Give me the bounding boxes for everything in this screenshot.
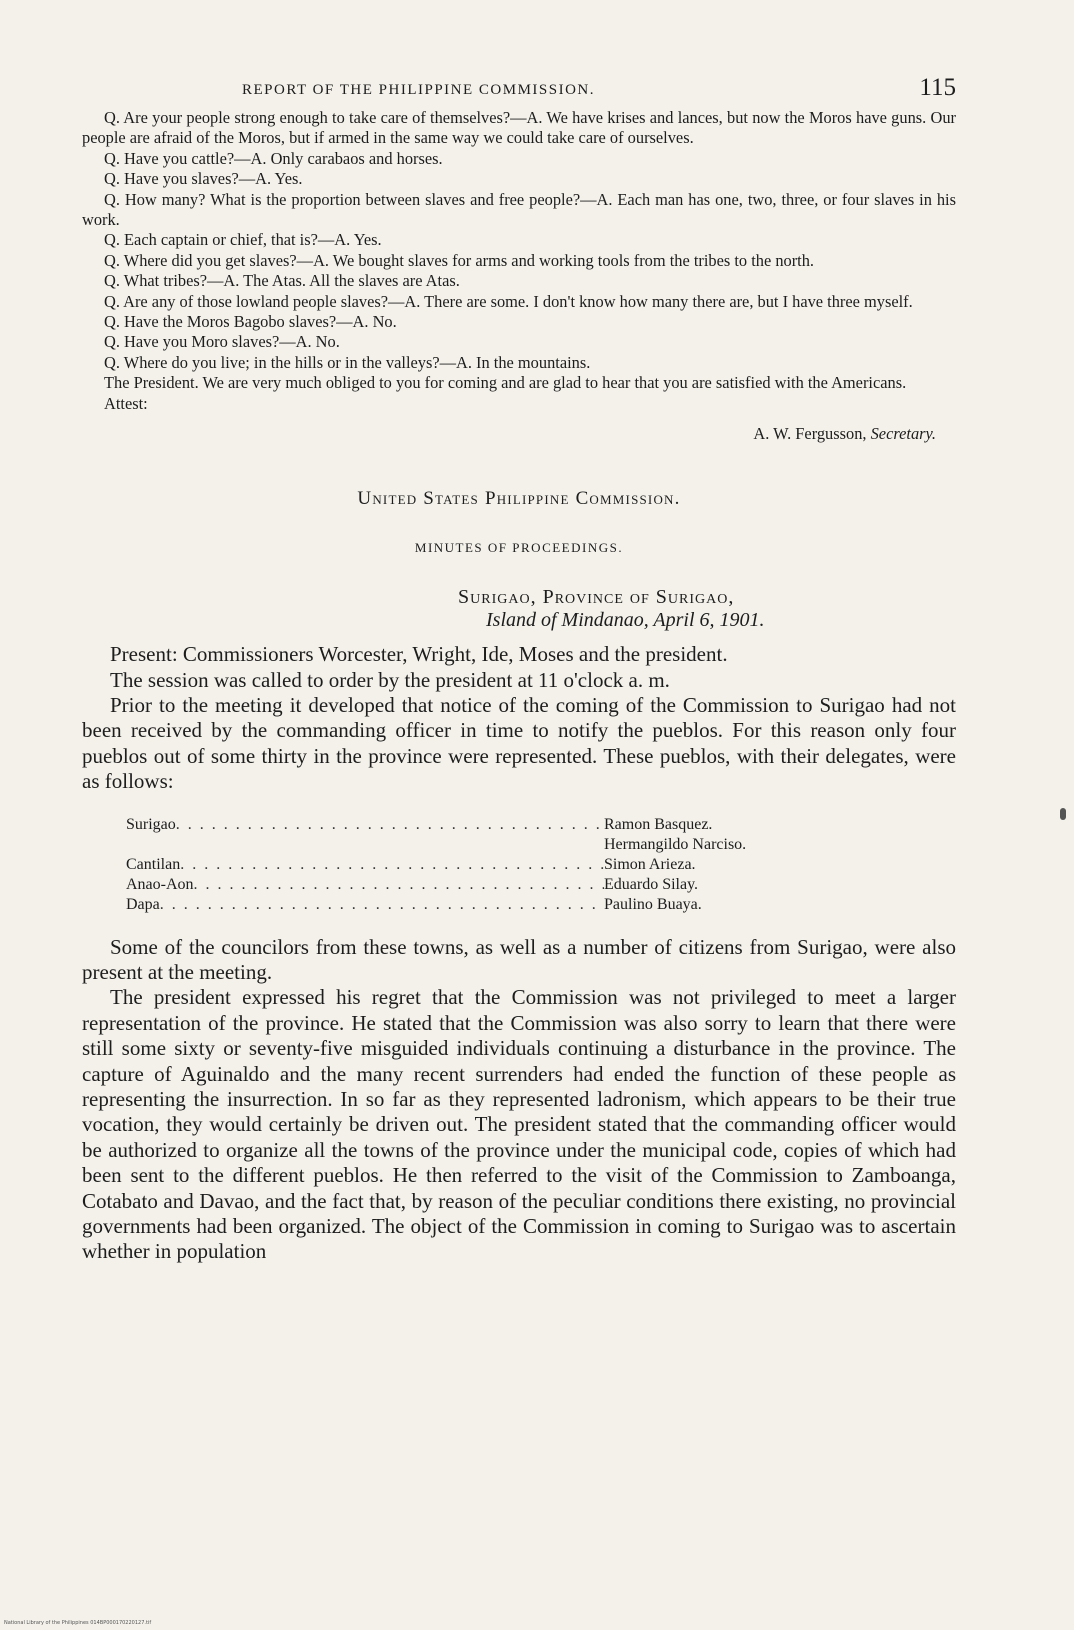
- delegate-name: Paulino Buaya.: [604, 895, 702, 913]
- dateline: [458, 586, 956, 632]
- delegate-town: Anao-Aon: [126, 875, 194, 893]
- running-head: [82, 74, 956, 108]
- scan-edge-mark: [1060, 808, 1066, 820]
- qa-paragraph: Q. Are your people strong enough to take care of themselves?—A. We have krises and lances, but now the Moros have guns. Our people are afraid of the Moros, but if armed in the same way we could take care of ourselves.: [82, 108, 956, 148]
- qa-paragraph: Q. Have the Moros Bagobo slaves?—A. No.: [104, 312, 397, 332]
- body-paragraph: Present: Commissioners Worcester, Wright, Ide, Moses and the president.: [110, 642, 728, 667]
- dateline-island-date: Island of Mindanao, April 6, 1901.: [486, 609, 765, 632]
- delegate-town: Cantilan: [126, 855, 181, 873]
- delegate-row: [126, 855, 836, 875]
- delegate-name: Ramon Basquez.: [604, 815, 713, 833]
- delegate-town: Dapa: [126, 895, 160, 913]
- delegate-row: [126, 875, 836, 895]
- signature-name: A. W. Fergusson,: [753, 424, 867, 444]
- leader-dots: [160, 895, 604, 915]
- signature: [82, 424, 936, 444]
- qa-paragraph: Q. Where do you live; in the hills or in the valleys?—A. In the mountains.: [104, 352, 591, 372]
- body-paragraph: The president expressed his regret that the Commission was not privileged to meet a larger representation of the province. He stated that the Commission was also sorry to learn that there were still some sixty or seventy-five misguided individuals continuing a disturbance in the province. The capture of Aguinaldo and the many recent surrenders had ended the function of these people as representing the insurrection. In so far as they represented ladronism, which appears to be their true vocation, they would certainly be driven out. The president stated that the commanding officer would be authorized to organize all the towns of the province under the municipal code, copies of which had been sent to the different pueblos. He then referred to the visit of the Commission to Zamboanga, Cotabato and Davao, and the fact that, by reason of the peculiar conditions there existing, no provincial governments had been organized. The object of the Commission in coming to Surigao was to ascertain whether in population: [82, 985, 956, 1264]
- signature-role: Secretary.: [870, 424, 936, 444]
- qa-paragraph: Q. Have you slaves?—A. Yes.: [104, 169, 303, 189]
- page-number: 115: [919, 74, 956, 101]
- qa-paragraph: Q. How many? What is the proportion between slaves and free people?—A. Each man has one, two, three, or four slaves in his work.: [82, 189, 956, 230]
- qa-paragraph: Q. Have you Moro slaves?—A. No.: [104, 332, 340, 352]
- qa-paragraph: Q. What tribes?—A. The Atas. All the slaves are Atas.: [104, 271, 460, 291]
- delegate-row: [126, 815, 836, 855]
- body-paragraph: Some of the councilors from these towns, as well as a number of citizens from Surigao, were also present at the meeting.: [82, 934, 956, 984]
- running-title: REPORT OF THE PHILIPPINE COMMISSION.: [242, 82, 596, 98]
- delegate-names: [604, 875, 836, 895]
- delegate-names: [604, 815, 836, 855]
- delegate-names: [604, 855, 836, 875]
- delegates-list: [126, 815, 836, 915]
- leader-dots: [194, 875, 604, 895]
- qa-section: [82, 108, 956, 394]
- document-page: [82, 74, 956, 1265]
- qa-paragraph: Q. Each captain or chief, that is?—A. Yes.: [104, 230, 382, 250]
- delegate-row: [126, 895, 836, 915]
- qa-paragraph: Q. Have you cattle?—A. Only carabaos and horses.: [104, 148, 443, 168]
- leader-dots: [180, 855, 604, 875]
- minutes-body: [82, 642, 956, 794]
- scan-footer: National Library of the Philippines 014BP000170220127.tif: [4, 1620, 152, 1626]
- attest-label: Attest:: [104, 393, 148, 413]
- dateline-place: Surigao, Province of Surigao,: [458, 586, 735, 609]
- leader-dots: [176, 815, 604, 855]
- body-paragraph: Prior to the meeting it developed that notice of the coming of the Commission to Surigao had not been received by the commanding officer in time to notify the pueblos. For this reason only four pueblos out of some thirty in the province were represented. These pueblos, with their delegates, were as follows:: [82, 692, 956, 794]
- delegate-name: Simon Arieza.: [604, 855, 696, 873]
- delegate-names: [604, 895, 836, 915]
- delegate-town: Surigao: [126, 815, 176, 833]
- delegate-name: Hermangildo Narciso.: [604, 835, 747, 853]
- qa-paragraph: The President. We are very much obliged to you for coming and are glad to hear that you are satisfied with the Americans.: [104, 373, 907, 393]
- section-subtitle: MINUTES OF PROCEEDINGS.: [414, 540, 624, 556]
- qa-paragraph: Q. Are any of those lowland people slaves?—A. There are some. I don't know how many there are, but I have three myself.: [104, 291, 913, 311]
- body-paragraph: The session was called to order by the president at 11 o'clock a. m.: [110, 667, 670, 692]
- minutes-body-continued: [82, 935, 956, 1265]
- qa-paragraph: Q. Where did you get slaves?—A. We bought slaves for arms and working tools from the tribes to the north.: [104, 250, 815, 270]
- section-title: United States Philippine Commission.: [357, 488, 681, 510]
- delegate-name: Eduardo Silay.: [604, 875, 699, 893]
